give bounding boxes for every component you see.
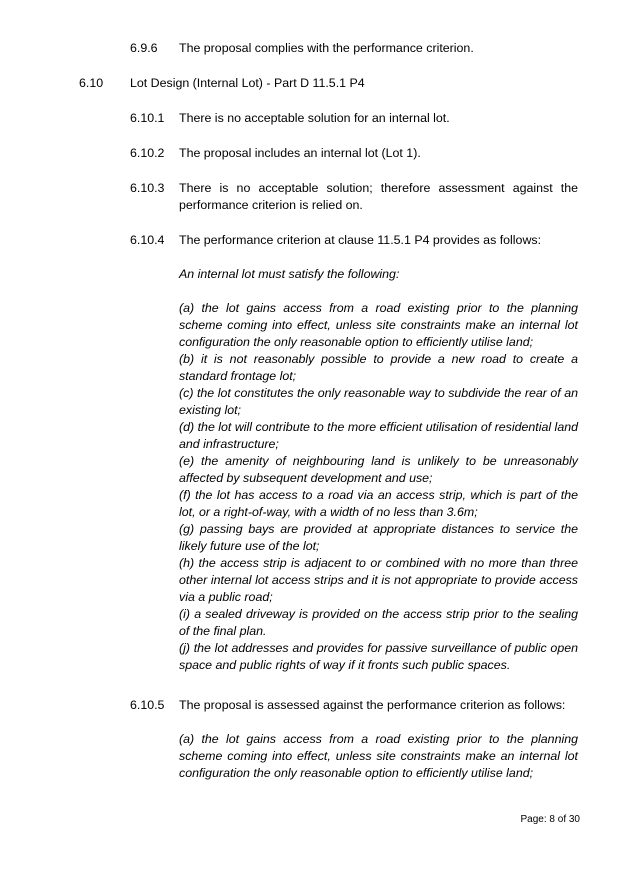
clause-number-6-10-1: 6.10.1 <box>130 111 165 125</box>
criterion-g: (g) passing bays are provided at appropriate distances to service the likely future use of the lot; <box>179 522 578 553</box>
criterion-f: (f) the lot has access to a road via an access strip, which is part of the lot, or a right-of-way, with a width of no less than 3.6m; <box>179 488 578 519</box>
clause-number-6-10-2: 6.10.2 <box>130 146 165 160</box>
assessment-quote-a: (a) the lot gains access from a road existing prior to the planning scheme coming into effect, unless site constraints make an internal lot configuration the only reasonable option to efficiently utilise land; <box>179 732 578 780</box>
page-number: Page: 8 of 30 <box>520 814 580 825</box>
criterion-intro: An internal lot must satisfy the following: <box>179 267 400 281</box>
criterion-a: (a) the lot gains access from a road existing prior to the planning scheme coming into effect, unless site constraints make an internal lot configuration the only reasonable option to efficiently utilise land; <box>179 301 578 349</box>
criterion-d: (d) the lot will contribute to the more efficient utilisation of residential land and infrastructure; <box>179 420 578 451</box>
clause-number-6-10-4: 6.10.4 <box>130 233 165 247</box>
clause-text-6-10-2: The proposal includes an internal lot (Lot 1). <box>179 146 421 160</box>
section-heading-6-10: Lot Design (Internal Lot) - Part D 11.5.1 P4 <box>130 76 365 90</box>
clause-text-6-10-1: There is no acceptable solution for an internal lot. <box>179 111 450 125</box>
criterion-j: (j) the lot addresses and provides for passive surveillance of public open space and public rights of way if it fronts such public spaces. <box>179 641 578 672</box>
criterion-e: (e) the amenity of neighbouring land is unlikely to be unreasonably affected by subsequent development and use; <box>179 454 578 485</box>
criterion-b: (b) it is not reasonably possible to provide a new road to create a standard frontage lot; <box>179 352 578 383</box>
criteria-list <box>179 300 578 674</box>
criterion-i: (i) a sealed driveway is provided on the access strip prior to the sealing of the final plan. <box>179 607 578 638</box>
clause-text-6-10-4: The performance criterion at clause 11.5.1 P4 provides as follows: <box>179 233 542 247</box>
clause-number-6-10-3: 6.10.3 <box>130 181 165 195</box>
clause-number-6-9-6: 6.9.6 <box>130 41 158 55</box>
clause-text-6-9-6: The proposal complies with the performance criterion. <box>179 41 474 55</box>
criterion-h: (h) the access strip is adjacent to or combined with no more than three other internal lot access strips and it is not appropriate to provide access via a public road; <box>179 556 578 604</box>
criterion-c: (c) the lot constitutes the only reasonable way to subdivide the rear of an existing lot; <box>179 386 578 417</box>
clause-number-6-10-5: 6.10.5 <box>130 698 165 712</box>
section-number-6-10: 6.10 <box>79 76 104 90</box>
clause-text-6-10-5: The proposal is assessed against the performance criterion as follows: <box>179 698 566 712</box>
clause-text-6-10-3: There is no acceptable solution; therefore assessment against the performance criterion is relied on. <box>179 181 578 212</box>
